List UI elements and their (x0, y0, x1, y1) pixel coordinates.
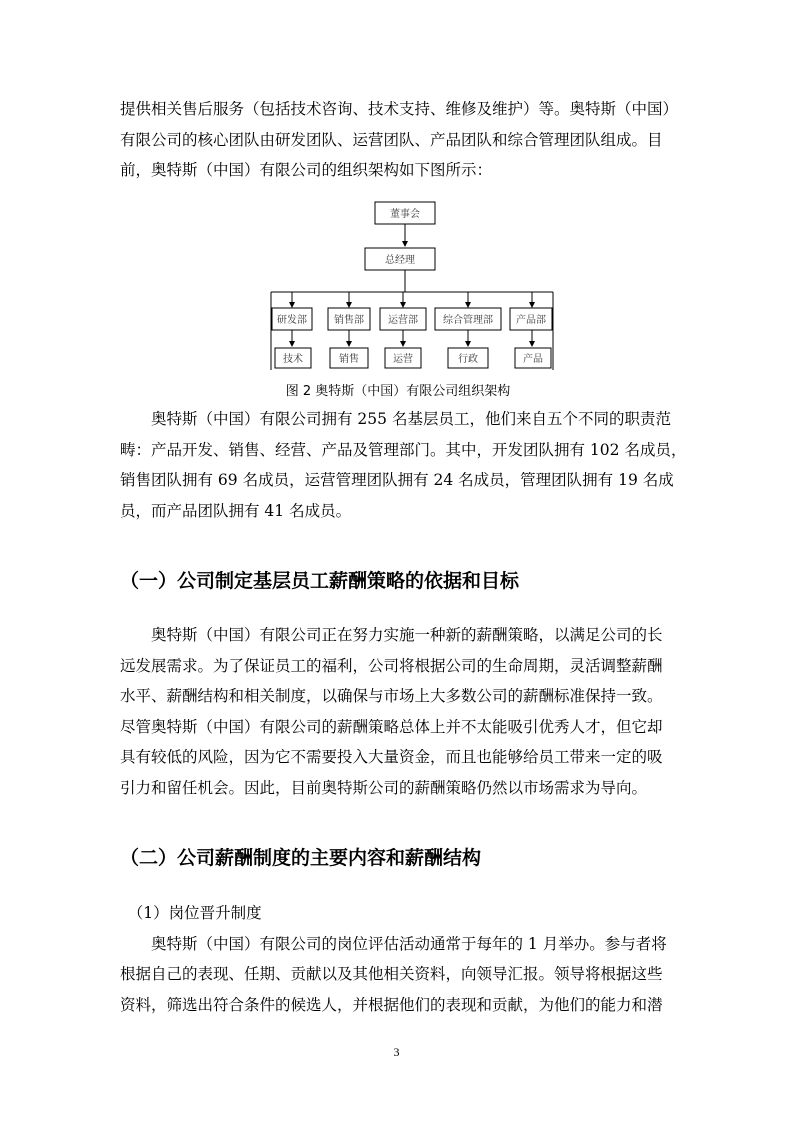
section-heading: （二）公司薪酬制度的主要内容和薪酬结构 (120, 847, 482, 869)
org-label-team: 产品 (523, 354, 543, 365)
org-label-dept: 产品部 (516, 315, 546, 326)
intro-paragraph (120, 94, 679, 186)
staff-paragraph (120, 404, 687, 526)
section-heading: （一）公司制定基层员工薪酬策略的依据和目标 (120, 570, 520, 592)
text-line: 尽管奥特斯（中国）有限公司的薪酬策略总体上并不太能吸引优秀人才，但它却 (120, 717, 663, 736)
org-label-team: 行政 (458, 354, 478, 365)
text-line: 根据自己的表现、任期、贡献以及其他相关资料，向领导汇报。领导将根据这些 (120, 965, 663, 983)
text-line: 员，而产品团队拥有 41 名成员。 (120, 501, 352, 520)
text-line: 畴：产品开发、销售、经营、产品及管理部门。其中，开发团队拥有 102 名成员， (120, 440, 687, 459)
org-label-dept: 运营部 (388, 315, 418, 326)
text-line: 有限公司的核心团队由研发团队、运营团队、产品团队和综合管理团队组成。目 (120, 130, 663, 149)
text-line: 前，奥特斯（中国）有限公司的组织架构如下图所示： (120, 161, 493, 179)
figure-caption: 图 2 奥特斯（中国）有限公司组织架构 (285, 384, 511, 399)
org-label-team: 技术 (283, 354, 303, 365)
org-label-team: 销售 (339, 354, 359, 365)
text-line: 提供相关售后服务（包括技术咨询、技术支持、维修及维护）等。奥特斯（中国） (120, 100, 679, 118)
text-line: 销售团队拥有 69 名成员，运营管理团队拥有 24 名成员，管理团队拥有 19 名成 (120, 471, 674, 489)
text-line: 水平、薪酬结构和相关制度，以确保与市场上大多数公司的薪酬标准保持一致。 (120, 687, 663, 705)
text-line: 引力和留任机会。因此，目前奥特斯公司的薪酬策略仍然以市场需求为导向。 (120, 778, 648, 797)
text-line: 奥特斯（中国）有限公司的岗位评估活动通常于每年的 1 月举办。参与者将 (120, 934, 667, 953)
text-line: 奥特斯（中国）有限公司正在努力实施一种新的薪酬策略，以满足公司的长 (120, 626, 663, 644)
org-label-dept: 研发部 (277, 315, 307, 326)
page-number: 3 (393, 1045, 400, 1059)
org-label-dept: 综合管理部 (443, 315, 493, 326)
subheading: （1）岗位晋升制度 (120, 904, 262, 922)
org-label-top: 董事会 (390, 209, 420, 220)
org-chart (265, 200, 555, 370)
org-label-team: 运营 (393, 354, 413, 365)
text-line: 具有较低的风险，因为它不需要投入大量资金，而且也能够给员工带来一定的吸 (120, 748, 663, 766)
promotion-paragraph (120, 898, 676, 1020)
text-line: 远发展需求。为了保证员工的福利，公司将根据公司的生命周期，灵活调整薪酬 (120, 656, 663, 675)
org-label-mid: 总经理 (385, 255, 415, 266)
strategy-paragraph (120, 620, 676, 803)
text-line: 资料，筛选出符合条件的候选人，并根据他们的表现和贡献，为他们的能力和潜 (120, 995, 663, 1014)
text-line: 奥特斯（中国）有限公司拥有 255 名基层员工，他们来自五个不同的职责范 (120, 410, 671, 428)
org-label-dept: 销售部 (334, 315, 364, 326)
